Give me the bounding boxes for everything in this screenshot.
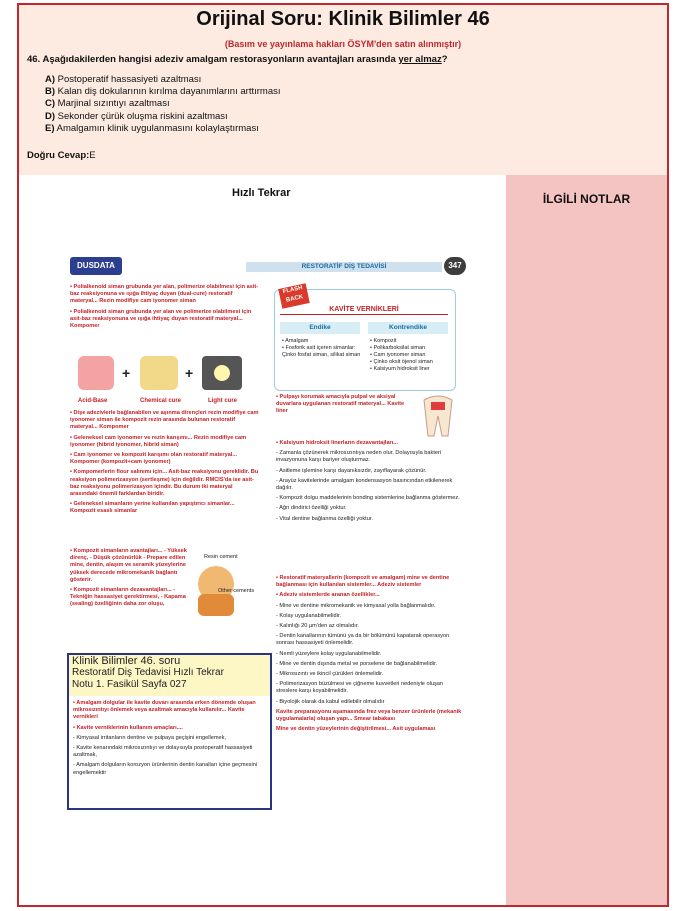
illus-label-chemical: Chemical cure [140,398,182,404]
question-negation: yer almaz [398,54,442,65]
book-paragraph: - Kimyasal irritanların dentine ve pulpaya geçişini engellemek, [73,734,226,741]
reference-box [67,696,272,810]
book-paragraph: Kavite preparasyonu aşamasında frez veya benzer ürünlerle (mekanik uygulamalarla) oluşan yapı... Smear tabakası [276,708,462,723]
book-paragraph: - Zamanla çözünerek mikrosızıntıya neden olur. Dolayısıyla bakteri invazyonuna karşı bariyer oluşturmaz. [276,450,442,464]
option-b: B) Kalan diş dokularının kırılma dayanımlarını arttırması [45,86,281,98]
list-item: • Fosforik asit içeren simanlar: Çinko fosfat siman, silikat siman [282,345,361,358]
other-label: Other cements [218,588,255,594]
book-paragraph: - Kolay uygulanabilmelidir. [276,612,341,619]
book-paragraph: - Kavite kenarındaki mikrosızıntıyı ve dolayısıyla postoperatif hassasiyeti azaltmak, [73,745,253,759]
list-item: • Kalsiyum hidroksit liner [370,366,430,372]
book-paragraph: - Biyolojik olarak da kabul edilebilir olmalıdır [276,698,385,705]
book-paragraph: - Kompozit dolgu maddelerinin bonding sistemlerine bağlanma göstermez. [276,495,460,502]
book-paragraph: • Adeziv sistemlerde aranan özellikler... [276,592,380,599]
acid-base-figure [78,356,114,390]
option-a: A) Postoperatif hassasiyeti azaltması [45,74,202,85]
page-title: Orijinal Soru: Klinik Bilimler 46 [196,8,490,30]
book-paragraph: - Mikrosızıntı ve ikincil çürükleri önlemelidir. [276,671,384,678]
bottom-left-text [73,700,265,804]
book-page-title: RESTORATİF DİŞ TEDAVİSİ [301,263,387,270]
book-logo: DUSDATA [70,257,122,275]
left-column-lower [70,548,190,652]
list-item: • Polikarboksilat siman [370,345,426,351]
cure-types-illustration [70,350,260,405]
related-notes-heading: İLGİLİ NOTLAR [542,192,631,206]
list-item: • Amalgam [282,338,309,344]
option-d: D) Sekonder çürük oluşma riskini azaltması [45,110,228,122]
flashback-endike-list [282,338,362,359]
book-paragraph: • Restoratif materyallerin (kompozit ve amalgam) mine ve dentine bağlanması için kullanılan sistemler... Adeziv sistemler [276,575,450,589]
liner-layer [431,402,445,410]
question-stem: Aşağıdakilerden hangisi adeziv amalgam restorasyonların avantajları arasında [42,54,396,65]
list-item: • Cam iyonomer siman [370,352,426,358]
flashback-col-kontrendike: Kontrendike [368,322,448,334]
tooth-liner-illustration [418,392,458,442]
book-paragraph: - Amalgam dolguların korozyon ürünlerinin dentin kanalları içine geçmesini engellemektir [73,762,258,776]
question-text [27,54,448,65]
book-paragraph: - Mine ve dentine mikromekanik ve kimyasal yolla bağlanmalıdır. [276,602,436,609]
copyright-note: (Basım ve yayınlama hakları ÖSYM'den satın alınmıştır) [224,39,462,49]
flashback-col-endike: Endike [280,322,360,334]
book-paragraph: • Kompozit simanların avantajları... - Yüksek direnç, - Düşük çözünürlük - Prepare edilen mine, dentin, alaşım ve seramik yüzeylerine yüksek derecede mikromekanik bağlantı gösterir. [70,548,187,583]
book-paragraph: - Nemli yüzeylere kolay uygulanabilmelidir. [276,650,382,657]
book-paragraph: • Kavite verniklerinin kullanım amaçları.... [73,724,183,731]
book-paragraph: • Geleneksel cam iyonomer ve rezin karışımı... Rezin modifiye cam iyonomer (hibrid iyonomer, hibrid siman) [70,434,247,448]
light-bulb [214,365,230,381]
plus-sign-2: + [185,365,194,381]
question-number: 46. [27,54,41,65]
callout-line-2: Restoratif Diş Tedavisi Hızlı Tekrar [72,667,224,678]
correct-answer: Doğru Cevap:E [27,150,96,161]
question-mark: ? [441,54,448,65]
book-paragraph: • Kompozit simanların dezavantajları... - Tekniğin hassasiyet gerektirmesi, - Kapama (sealing) özelliğinin daha zor oluşu, [70,587,186,608]
flashback-kontrendike-list [370,338,452,373]
book-paragraph: • Polialkenoid siman grubunda yer alan, polimerize olabilmesi için asit-baz reaksiyonuna ve ışığa ihtiyaç duyan (dual-cure) restoratif materyal... Rezin modifiye cam iyonomer siman [70,284,259,305]
book-paragraph: - Ağrı dindirici özelliği yoktur. [276,505,347,512]
resin-label: Resin cement [204,554,238,560]
option-e: E) Amalgamın klinik uygulanmasını kolaylaştırması [45,122,259,134]
resin-cement-illustration [192,550,262,620]
right-column-top [276,394,416,438]
book-paragraph: • Cam iyonomer ve kompozit karışımı olan restoratif materyal... Kompomer (kompozit+cam iyonomer) [70,452,238,466]
book-paragraph: • Polialkenoid siman grubunda yer alan ve polimerize olabilmesi için asit-baz reaksiyonuna ve ışığa ihtiyaç duyan restoratif materyal... Kompomer [70,308,252,330]
figure-body [198,594,234,616]
book-paragraph: - Polimerizasyon büzülmesi ve çiğneme kuvvetleri nedeniyle oluşan streslere karşı koyabilmelidir. [276,681,443,695]
plus-sign-1: + [122,365,131,381]
book-paragraph: • Kompomerlerin flour salınımı için... Asit-baz reaksiyonu gereklidir. Bu reaksiyon polimerizasyon (sertleşme) için değildir. RMCIS'da ise asit-baz reaksiyonu polimerizasyon içindir. Bu durum iki materyal arasındaki önemli farklardan biridir. [70,469,259,498]
right-column-lower [276,575,462,797]
book-paragraph: - Kalınlığı 20 µm'den az olmalıdır. [276,623,359,630]
book-paragraph: - Arayüz kavitelerinde amalgam kondensasyon basıncından etkilenerek dağılır. [276,477,453,492]
options-list [45,74,281,135]
book-paragraph: • Kalsiyum hidroksit linerların dezavantajları... [276,440,398,446]
callout-line-3: Notu 1. Fasikül Sayfa 027 [72,679,187,690]
list-item: • Kompozit [370,338,397,344]
book-paragraph: - Asitleme işlemine karşı dayanıksızdır, zayıflayarak çözünür. [276,467,427,474]
illus-label-acid-base: Acid-Base [78,398,108,404]
illus-label-light: Light cure [208,398,238,404]
left-column-middle [70,410,260,552]
book-paragraph: • Geleneksel simanların yerine kullanılan yapıştırıcı simanlar... Kompozit esaslı simanlar [70,501,235,515]
flashback-tag: FLASH BACK [278,283,310,308]
right-column-middle [276,440,462,570]
book-page-number: 347 [444,257,466,275]
book-paragraph: - Mine ve dentin dışında metal ve porselene de bağlanabilmelidir. [276,660,438,667]
reference-callout [67,653,272,696]
book-paragraph: - Dentin kanallarının tümünü ya da bir bölümünü kapatarak operasyon sonrası hassasiyeti önlemelidir. [276,633,450,647]
callout-line-1: Klinik Bilimler 46. soru [72,655,181,667]
option-c: C) Marjinal sızıntıyı azaltması [45,98,170,110]
quick-review-heading: Hızlı Tekrar [232,187,291,199]
book-paragraph: - Vital dentine bağlanma özelliği yoktur. [276,515,373,522]
book-paragraph: • Dişe adezivlerle bağlanabilen ve aşınma dirençleri rezin modifiye cam iyonomer siman ile kompozit rezin arasında bulunan restoratif materyal... Kompomer [70,410,259,431]
book-paragraph: • Pulpayı korumak amacıyla pulpal ve aksiyal duvarlara uygulanan restoratif materyal... Kavite liner [276,394,405,415]
book-paragraph: Mine ve dentin yüzeylerinin değiştirilmesi... Asit uygulaması [276,726,436,733]
flashback-title: KAVİTE VERNİKLERİ [280,306,448,315]
book-paragraph: • Amalgam dolgular ile kavite duvarı arasında erken dönemde oluşan mikrosızıntıyı önlemek veya azaltmak amacıyla kullanılır... Kavite vernikleri [73,700,256,721]
list-item: • Çinko oksit öjenol siman [370,359,433,365]
chemical-cure-figure [140,356,178,390]
